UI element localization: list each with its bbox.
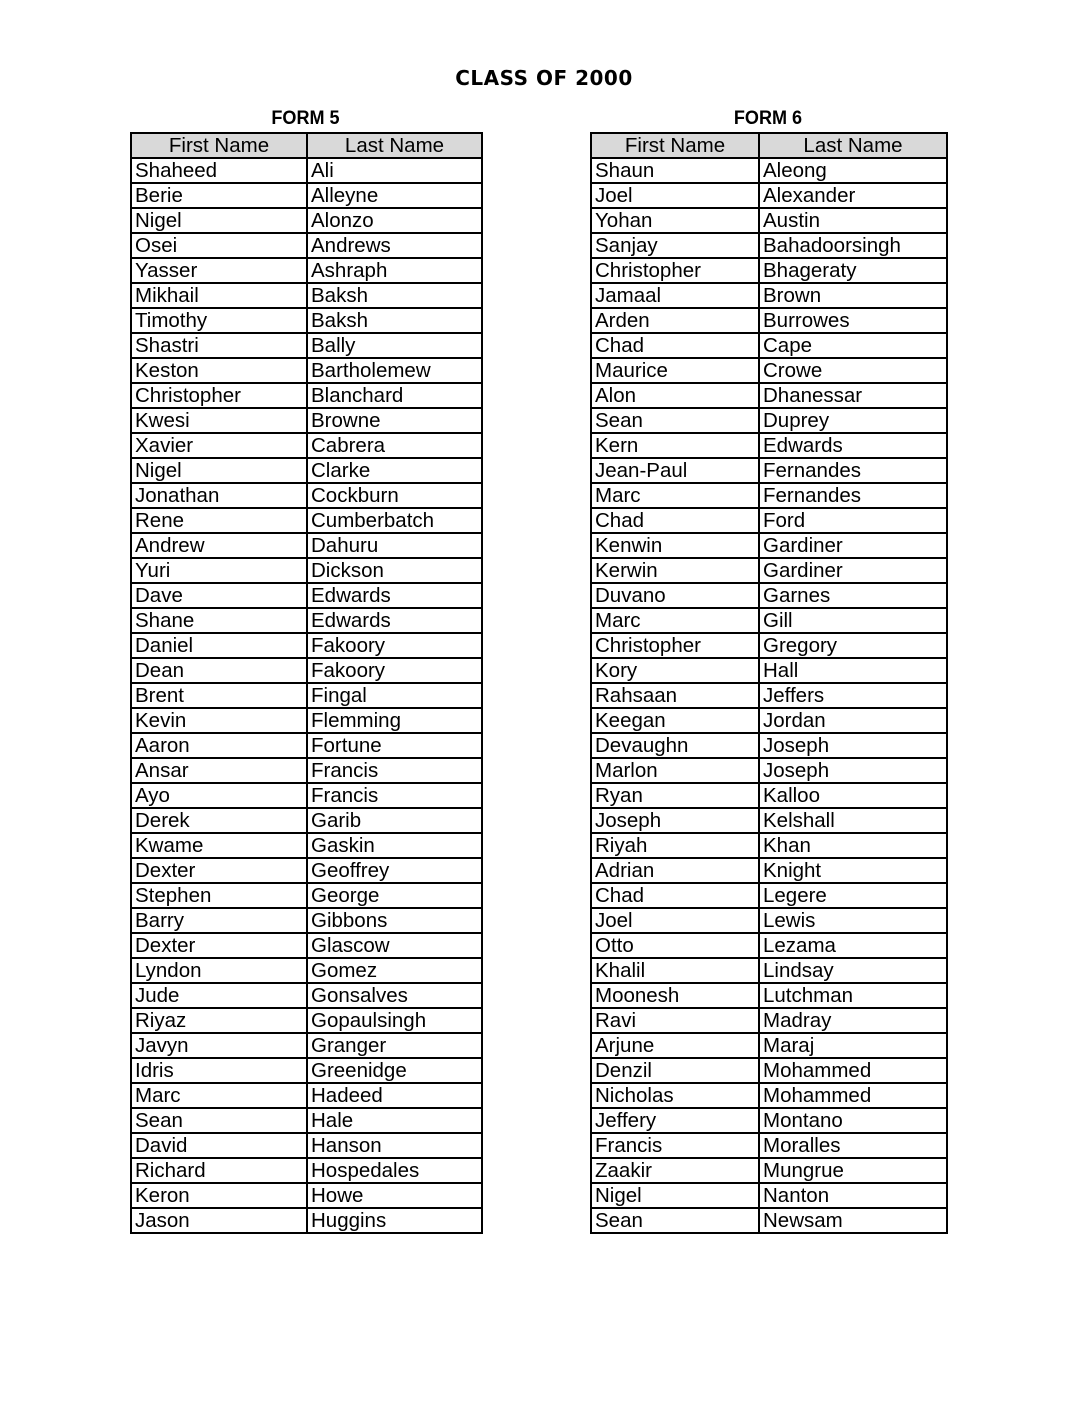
first-name-cell: Marlon	[591, 758, 759, 783]
last-name-cell: Moralles	[759, 1133, 947, 1158]
table-header-row	[131, 133, 482, 158]
table-row	[591, 158, 947, 183]
first-name-cell: Lyndon	[131, 958, 307, 983]
first-name-cell: Riyaz	[131, 1008, 307, 1033]
first-name-cell: Denzil	[591, 1058, 759, 1083]
table-row	[591, 483, 947, 508]
table-row	[591, 533, 947, 558]
table-row	[131, 283, 482, 308]
table-row	[131, 383, 482, 408]
first-name-cell: Dean	[131, 658, 307, 683]
last-name-cell: Edwards	[759, 433, 947, 458]
first-name-cell: Shaheed	[131, 158, 307, 183]
last-name-cell: Garib	[307, 808, 482, 833]
last-name-cell: Madray	[759, 1008, 947, 1033]
column-header-first-name: First Name	[131, 133, 307, 158]
last-name-cell: Gill	[759, 608, 947, 633]
table-row	[131, 233, 482, 258]
table-row	[591, 683, 947, 708]
table-row	[131, 958, 482, 983]
last-name-cell: Bally	[307, 333, 482, 358]
last-name-cell: Joseph	[759, 733, 947, 758]
first-name-cell: Yohan	[591, 208, 759, 233]
last-name-cell: Fernandes	[759, 458, 947, 483]
last-name-cell: Andrews	[307, 233, 482, 258]
form-5-table	[130, 132, 483, 1234]
table-row	[131, 558, 482, 583]
last-name-cell: Flemming	[307, 708, 482, 733]
table-row	[131, 858, 482, 883]
last-name-cell: Clarke	[307, 458, 482, 483]
last-name-cell: Glascow	[307, 933, 482, 958]
last-name-cell: Mohammed	[759, 1058, 947, 1083]
table-row	[131, 1083, 482, 1108]
first-name-cell: Moonesh	[591, 983, 759, 1008]
first-name-cell: Osei	[131, 233, 307, 258]
first-name-cell: Adrian	[591, 858, 759, 883]
last-name-cell: Fakoory	[307, 658, 482, 683]
table-row	[591, 1033, 947, 1058]
first-name-cell: Nicholas	[591, 1083, 759, 1108]
last-name-cell: Hale	[307, 1108, 482, 1133]
first-name-cell: Rene	[131, 508, 307, 533]
table-row	[131, 783, 482, 808]
last-name-cell: Hadeed	[307, 1083, 482, 1108]
first-name-cell: Kern	[591, 433, 759, 458]
table-row	[591, 1083, 947, 1108]
table-row	[131, 633, 482, 658]
first-name-cell: Kwesi	[131, 408, 307, 433]
table-row	[591, 1108, 947, 1133]
table-row	[591, 458, 947, 483]
last-name-cell: Knight	[759, 858, 947, 883]
first-name-cell: Jean-Paul	[591, 458, 759, 483]
first-name-cell: Chad	[591, 333, 759, 358]
last-name-cell: Kelshall	[759, 808, 947, 833]
table-row	[131, 1058, 482, 1083]
table-row	[131, 358, 482, 383]
first-name-cell: Ryan	[591, 783, 759, 808]
first-name-cell: Chad	[591, 883, 759, 908]
first-name-cell: Dexter	[131, 933, 307, 958]
table-row	[591, 558, 947, 583]
last-name-cell: Ashraph	[307, 258, 482, 283]
table-row	[591, 883, 947, 908]
last-name-cell: Blanchard	[307, 383, 482, 408]
last-name-cell: Joseph	[759, 758, 947, 783]
table-row	[131, 908, 482, 933]
first-name-cell: Daniel	[131, 633, 307, 658]
last-name-cell: Edwards	[307, 583, 482, 608]
first-name-cell: Nigel	[591, 1183, 759, 1208]
last-name-cell: Edwards	[307, 608, 482, 633]
last-name-cell: Huggins	[307, 1208, 482, 1233]
first-name-cell: Arden	[591, 308, 759, 333]
table-row	[131, 333, 482, 358]
first-name-cell: Marc	[591, 608, 759, 633]
table-row	[591, 933, 947, 958]
first-name-cell: Ayo	[131, 783, 307, 808]
first-name-cell: Shaun	[591, 158, 759, 183]
last-name-cell: Gonsalves	[307, 983, 482, 1008]
table-row	[591, 1008, 947, 1033]
table-row	[131, 1008, 482, 1033]
last-name-cell: Fakoory	[307, 633, 482, 658]
last-name-cell: Alonzo	[307, 208, 482, 233]
table-row	[131, 433, 482, 458]
first-name-cell: Chad	[591, 508, 759, 533]
first-name-cell: Maurice	[591, 358, 759, 383]
table-row	[131, 583, 482, 608]
form-5-rows	[131, 158, 482, 1233]
table-row	[591, 408, 947, 433]
table-row	[591, 508, 947, 533]
first-name-cell: Jonathan	[131, 483, 307, 508]
table-row	[591, 708, 947, 733]
table-row	[131, 933, 482, 958]
last-name-cell: Nanton	[759, 1183, 947, 1208]
first-name-cell: Jason	[131, 1208, 307, 1233]
first-name-cell: Berie	[131, 183, 307, 208]
form-6-table	[590, 132, 948, 1234]
first-name-cell: Kerwin	[591, 558, 759, 583]
last-name-cell: Francis	[307, 758, 482, 783]
first-name-cell: Xavier	[131, 433, 307, 458]
last-name-cell: Hospedales	[307, 1158, 482, 1183]
first-name-cell: Kenwin	[591, 533, 759, 558]
last-name-cell: Duprey	[759, 408, 947, 433]
table-row	[131, 608, 482, 633]
table-row	[131, 1133, 482, 1158]
form-6-rows	[591, 158, 947, 1233]
table-row	[591, 358, 947, 383]
last-name-cell: Aleong	[759, 158, 947, 183]
table-row	[591, 1133, 947, 1158]
form-5-title: FORM 5	[271, 108, 340, 129]
last-name-cell: Alleyne	[307, 183, 482, 208]
first-name-cell: Kevin	[131, 708, 307, 733]
table-row	[131, 683, 482, 708]
first-name-cell: Kwame	[131, 833, 307, 858]
first-name-cell: Devaughn	[591, 733, 759, 758]
first-name-cell: Stephen	[131, 883, 307, 908]
table-row	[131, 458, 482, 483]
first-name-cell: Richard	[131, 1158, 307, 1183]
first-name-cell: Joseph	[591, 808, 759, 833]
last-name-cell: Garnes	[759, 583, 947, 608]
table-row	[591, 608, 947, 633]
last-name-cell: Burrowes	[759, 308, 947, 333]
last-name-cell: Lezama	[759, 933, 947, 958]
last-name-cell: Gibbons	[307, 908, 482, 933]
first-name-cell: Khalil	[591, 958, 759, 983]
first-name-cell: Timothy	[131, 308, 307, 333]
last-name-cell: Gomez	[307, 958, 482, 983]
last-name-cell: Howe	[307, 1183, 482, 1208]
last-name-cell: Dhanessar	[759, 383, 947, 408]
table-row	[131, 1033, 482, 1058]
last-name-cell: Gardiner	[759, 558, 947, 583]
last-name-cell: Bahadoorsingh	[759, 233, 947, 258]
table-row	[131, 808, 482, 833]
table-row	[591, 433, 947, 458]
table-row	[131, 483, 482, 508]
last-name-cell: Crowe	[759, 358, 947, 383]
first-name-cell: Sanjay	[591, 233, 759, 258]
table-row	[131, 208, 482, 233]
table-row	[591, 783, 947, 808]
last-name-cell: Bhageraty	[759, 258, 947, 283]
last-name-cell: Baksh	[307, 283, 482, 308]
table-header-row	[591, 133, 947, 158]
table-row	[591, 858, 947, 883]
table-row	[131, 183, 482, 208]
last-name-cell: Granger	[307, 1033, 482, 1058]
first-name-cell: Yuri	[131, 558, 307, 583]
last-name-cell: Alexander	[759, 183, 947, 208]
table-row	[591, 833, 947, 858]
first-name-cell: Christopher	[131, 383, 307, 408]
table-row	[591, 733, 947, 758]
last-name-cell: Maraj	[759, 1033, 947, 1058]
table-row	[591, 758, 947, 783]
table-row	[131, 258, 482, 283]
first-name-cell: Dave	[131, 583, 307, 608]
table-row	[591, 1058, 947, 1083]
first-name-cell: Arjune	[591, 1033, 759, 1058]
table-row	[131, 408, 482, 433]
table-row	[131, 708, 482, 733]
first-name-cell: Ravi	[591, 1008, 759, 1033]
last-name-cell: Lewis	[759, 908, 947, 933]
first-name-cell: Jeffery	[591, 1108, 759, 1133]
last-name-cell: Cabrera	[307, 433, 482, 458]
last-name-cell: Lutchman	[759, 983, 947, 1008]
last-name-cell: Dickson	[307, 558, 482, 583]
first-name-cell: Keegan	[591, 708, 759, 733]
last-name-cell: Ali	[307, 158, 482, 183]
form-6-title: FORM 6	[733, 108, 803, 129]
last-name-cell: Francis	[307, 783, 482, 808]
table-row	[591, 233, 947, 258]
last-name-cell: Cockburn	[307, 483, 482, 508]
last-name-cell: Browne	[307, 408, 482, 433]
column-header-first-name: First Name	[591, 133, 759, 158]
first-name-cell: Rahsaan	[591, 683, 759, 708]
last-name-cell: Baksh	[307, 308, 482, 333]
table-row	[591, 258, 947, 283]
table-row	[131, 983, 482, 1008]
first-name-cell: Christopher	[591, 633, 759, 658]
first-name-cell: Marc	[591, 483, 759, 508]
table-row	[131, 1183, 482, 1208]
table-row	[591, 308, 947, 333]
table-row	[131, 533, 482, 558]
table-row	[591, 383, 947, 408]
form-6-section	[590, 106, 946, 1234]
first-name-cell: Alon	[591, 383, 759, 408]
first-name-cell: Brent	[131, 683, 307, 708]
table-row	[131, 1108, 482, 1133]
first-name-cell: Yasser	[131, 258, 307, 283]
first-name-cell: Nigel	[131, 458, 307, 483]
last-name-cell: George	[307, 883, 482, 908]
column-header-last-name: Last Name	[307, 133, 482, 158]
first-name-cell: Sean	[591, 1208, 759, 1233]
last-name-cell: Hanson	[307, 1133, 482, 1158]
table-row	[591, 983, 947, 1008]
table-row	[131, 883, 482, 908]
table-row	[591, 183, 947, 208]
last-name-cell: Greenidge	[307, 1058, 482, 1083]
document-title: CLASS OF 2000	[455, 66, 633, 90]
column-header-last-name: Last Name	[759, 133, 947, 158]
last-name-cell: Ford	[759, 508, 947, 533]
first-name-cell: Ansar	[131, 758, 307, 783]
last-name-cell: Mungrue	[759, 1158, 947, 1183]
first-name-cell: Jamaal	[591, 283, 759, 308]
first-name-cell: Riyah	[591, 833, 759, 858]
last-name-cell: Khan	[759, 833, 947, 858]
table-row	[131, 733, 482, 758]
last-name-cell: Gregory	[759, 633, 947, 658]
last-name-cell: Newsam	[759, 1208, 947, 1233]
table-row	[131, 508, 482, 533]
last-name-cell: Fingal	[307, 683, 482, 708]
first-name-cell: Francis	[591, 1133, 759, 1158]
last-name-cell: Cape	[759, 333, 947, 358]
table-row	[131, 158, 482, 183]
table-row	[131, 833, 482, 858]
table-row	[131, 658, 482, 683]
first-name-cell: David	[131, 1133, 307, 1158]
first-name-cell: Kory	[591, 658, 759, 683]
last-name-cell: Gaskin	[307, 833, 482, 858]
first-name-cell: Marc	[131, 1083, 307, 1108]
table-row	[131, 1158, 482, 1183]
table-row	[591, 808, 947, 833]
last-name-cell: Kalloo	[759, 783, 947, 808]
table-row	[131, 1208, 482, 1233]
table-row	[591, 208, 947, 233]
last-name-cell: Montano	[759, 1108, 947, 1133]
table-row	[591, 1158, 947, 1183]
table-row	[591, 283, 947, 308]
first-name-cell: Joel	[591, 908, 759, 933]
table-row	[591, 958, 947, 983]
first-name-cell: Keston	[131, 358, 307, 383]
first-name-cell: Christopher	[591, 258, 759, 283]
first-name-cell: Idris	[131, 1058, 307, 1083]
last-name-cell: Cumberbatch	[307, 508, 482, 533]
last-name-cell: Dahuru	[307, 533, 482, 558]
first-name-cell: Aaron	[131, 733, 307, 758]
last-name-cell: Gardiner	[759, 533, 947, 558]
last-name-cell: Jordan	[759, 708, 947, 733]
first-name-cell: Andrew	[131, 533, 307, 558]
last-name-cell: Geoffrey	[307, 858, 482, 883]
first-name-cell: Otto	[591, 933, 759, 958]
first-name-cell: Barry	[131, 908, 307, 933]
last-name-cell: Austin	[759, 208, 947, 233]
last-name-cell: Bartholemew	[307, 358, 482, 383]
last-name-cell: Jeffers	[759, 683, 947, 708]
last-name-cell: Lindsay	[759, 958, 947, 983]
table-row	[591, 1183, 947, 1208]
table-row	[591, 658, 947, 683]
table-row	[591, 633, 947, 658]
first-name-cell: Keron	[131, 1183, 307, 1208]
first-name-cell: Dexter	[131, 858, 307, 883]
first-name-cell: Nigel	[131, 208, 307, 233]
first-name-cell: Mikhail	[131, 283, 307, 308]
first-name-cell: Zaakir	[591, 1158, 759, 1183]
first-name-cell: Shane	[131, 608, 307, 633]
first-name-cell: Sean	[591, 408, 759, 433]
first-name-cell: Sean	[131, 1108, 307, 1133]
table-row	[131, 758, 482, 783]
table-row	[131, 308, 482, 333]
table-row	[591, 1208, 947, 1233]
first-name-cell: Javyn	[131, 1033, 307, 1058]
table-row	[591, 908, 947, 933]
last-name-cell: Brown	[759, 283, 947, 308]
first-name-cell: Jude	[131, 983, 307, 1008]
last-name-cell: Fortune	[307, 733, 482, 758]
last-name-cell: Fernandes	[759, 483, 947, 508]
first-name-cell: Shastri	[131, 333, 307, 358]
first-name-cell: Derek	[131, 808, 307, 833]
last-name-cell: Gopaulsingh	[307, 1008, 482, 1033]
table-row	[591, 583, 947, 608]
form-5-section	[130, 106, 481, 1234]
first-name-cell: Duvano	[591, 583, 759, 608]
last-name-cell: Hall	[759, 658, 947, 683]
last-name-cell: Legere	[759, 883, 947, 908]
table-row	[591, 333, 947, 358]
last-name-cell: Mohammed	[759, 1083, 947, 1108]
first-name-cell: Joel	[591, 183, 759, 208]
